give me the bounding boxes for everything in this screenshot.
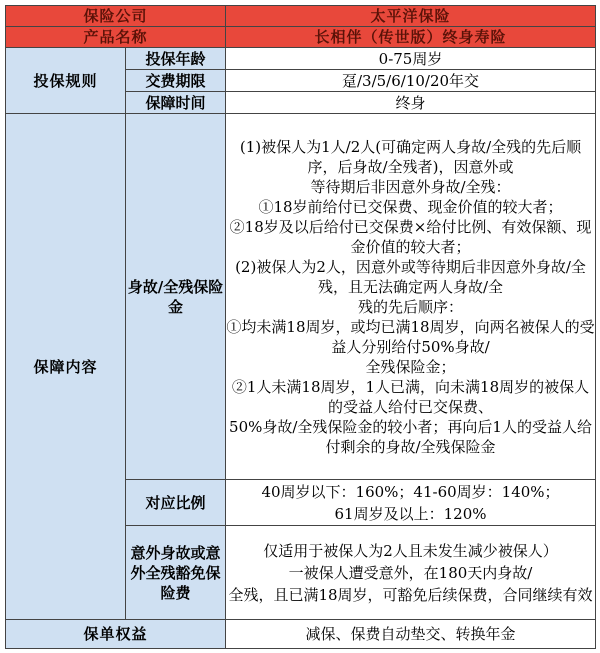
death-benefit-line: 50%身故/全残保险金的较小者；再向后1人的受益人给付剩余的身故/全残保险金 — [229, 417, 592, 456]
age-label: 投保年龄 — [126, 48, 226, 70]
waiver-value — [226, 526, 596, 620]
rights-row — [6, 620, 596, 649]
ratio-line: 61周岁及以上：120% — [334, 504, 487, 523]
ratio-value — [226, 480, 596, 526]
ratio-label: 对应比例 — [126, 480, 226, 526]
age-value: 0-75周岁 — [226, 48, 596, 70]
policy-rights-label: 保单权益 — [6, 620, 226, 649]
company-value: 太平洋保险 — [226, 6, 596, 27]
waiver-line: 全残，且已满18周岁，可豁免后续保费，合同继续有效 — [228, 585, 593, 604]
coverage-period-label: 保障时间 — [126, 92, 226, 114]
payment-term-value: 趸/3/5/6/10/20年交 — [226, 70, 596, 92]
rules-row-age — [6, 48, 596, 70]
product-value: 长相伴（传世版）终身寿险 — [226, 27, 596, 48]
policy-rights-value: 减保、保费自动垫交、转换年金 — [226, 620, 596, 649]
waiver-line: 仅适用于被保人为2人且未发生减少被保人） — [263, 541, 558, 560]
death-benefit-line: ①18岁前给付已交保费、现金价值的较大者； — [258, 197, 563, 216]
product-label: 产品名称 — [6, 27, 226, 48]
death-benefit-line: 全残保险金； — [365, 357, 456, 376]
coverage-row-death — [6, 114, 596, 480]
death-benefit-line: (2)被保人为2人，因意外或等待期后非因意外身故/全残，且无法确定两人身故/全 — [235, 257, 586, 296]
waiver-label: 意外身故或意外全残豁免保险费 — [126, 526, 226, 620]
company-label: 保险公司 — [6, 6, 226, 27]
death-benefit-line: (1)被保人为1人/2人(可确定两人身故/全残的先后顺序，后身故/全残者)，因意外或 — [239, 137, 582, 176]
waiver-line: 一被保人遭受意外，在180天内身故/ — [288, 563, 533, 582]
death-benefit-line: 等待期后非因意外身故/全残： — [310, 177, 511, 196]
death-benefit-line: ②18岁及以后给付已交保费×给付比例、有效保额、现金价值的较大者； — [229, 217, 592, 256]
company-row — [6, 6, 596, 27]
insurance-product-table — [5, 5, 596, 649]
coverage-category: 保障内容 — [6, 114, 126, 620]
rules-category: 投保规则 — [6, 48, 126, 114]
death-benefit-line: ①均未满18周岁，或均已满18周岁，向两名被保人的受益人分别给付50%身故/ — [226, 317, 595, 356]
death-benefit-label: 身故/全残保险金 — [126, 114, 226, 480]
death-benefit-line: ②1人未满18周岁，1人已满，向未满18周岁的被保人的受益人给付已交保费、 — [231, 377, 590, 416]
product-row — [6, 27, 596, 48]
payment-term-label: 交费期限 — [126, 70, 226, 92]
ratio-line: 40周岁以下：160%；41-60周岁：140%； — [261, 482, 560, 501]
death-benefit-text — [226, 114, 596, 480]
coverage-period-value: 终身 — [226, 92, 596, 114]
death-benefit-line: 残的先后顺序： — [358, 297, 464, 316]
